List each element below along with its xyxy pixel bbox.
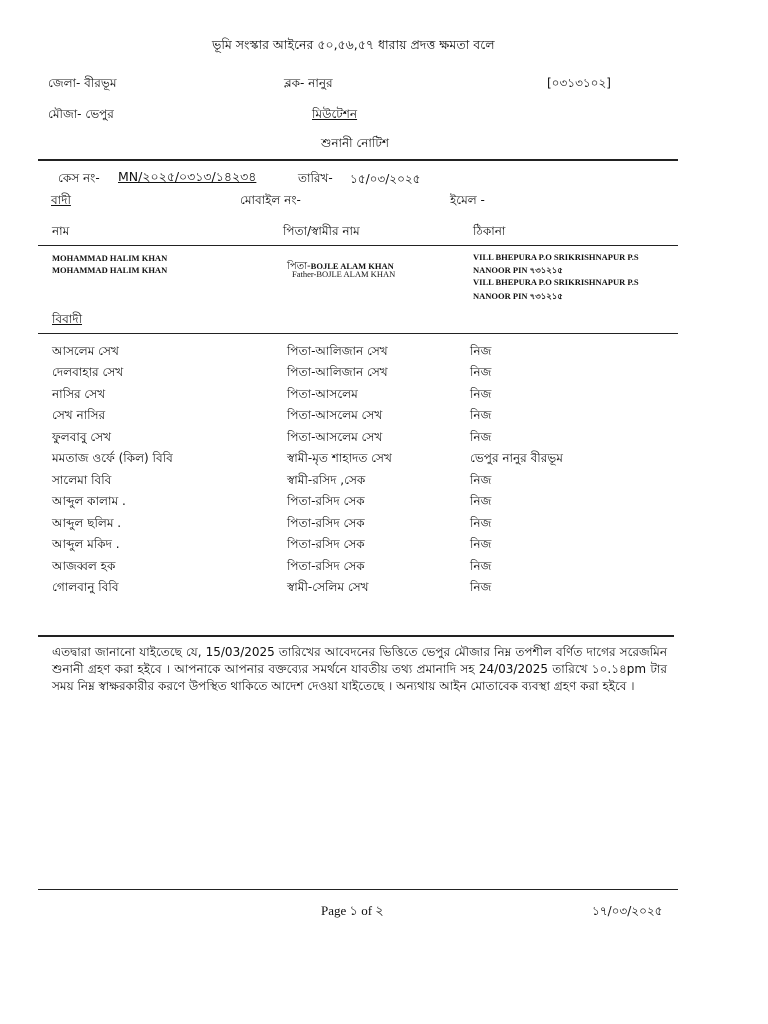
respondent-father: পিতা-রসিদ সেক (287, 494, 365, 508)
respondent-father: স্বামী-মৃত শাহাদত সেখ (287, 451, 392, 465)
petitioner-name: MOHAMMAD HALIM KHAN (52, 265, 168, 275)
table-row (0, 536, 768, 556)
petitioner-address-line: VILL BHEPURA P.O SRIKRISHNAPUR P.S (473, 252, 639, 262)
table-row (0, 386, 768, 406)
column-header-father: পিতা/স্বামীর নাম (283, 224, 360, 238)
column-header-name: নাম (52, 224, 70, 238)
respondent-father: স্বামী-সেলিম সেখ (287, 580, 369, 594)
table-row (0, 515, 768, 535)
respondent-address: ভেপুর নানুর বীরভূম (470, 451, 563, 465)
table-row (0, 493, 768, 513)
respondent-address: নিজ (470, 387, 492, 401)
case-number-label: কেস নং- (58, 171, 100, 185)
respondent-father: পিতা-রসিদ সেক (287, 537, 365, 551)
respondent-father: পিতা-আলিজান সেখ (287, 365, 388, 379)
petitioner-heading: বাদী (51, 193, 71, 207)
respondent-name: আব্দুল ছলিম . (52, 516, 122, 530)
respondent-name: আজব্বল হক (52, 559, 116, 573)
respondent-father: পিতা-আসলেম সেখ (287, 430, 383, 444)
petitioner-address-line: NANOOR PIN ৭৩১২১৫ (473, 291, 563, 301)
respondent-name: ফুলবাবু সেখ (52, 430, 112, 444)
respondent-address: নিজ (470, 559, 492, 573)
respondent-heading: বিবাদী (52, 312, 83, 326)
respondent-address: নিজ (470, 494, 492, 508)
case-date: ১৫/০৩/২০২৫ (350, 172, 421, 186)
respondent-name: মমতাজ ওর্ফে (কিল) বিবি (52, 451, 173, 465)
notice-body-text: এতদ্বারা জানানো যাইতেছে যে, 15/03/2025 তারিখের আবেদনের ভিত্তিতে ভেপুর মৌজার নিম্ন তপশীল বর্ণিত দাগের সরেজমিন শুনানী গ্রহণ করা হইবে । আপনাকে আপনার বক্তব্যের সমর্থনে যাবতীয় তথ্য প্রমানাদি সহ 24/03/2025 তারিখে ১০.১৪pm টার সময় নিম্ন স্বাক্ষরকারীর করণে উপস্থিত থাকিতে আদেশ দেওয়া যাইতেছে । অন্যথায় আইন মোতাবেক ব্যবস্থা গ্রহণ করা হইবে । (52, 645, 667, 693)
respondent-address: নিজ (470, 408, 492, 422)
respondent-father: পিতা-আসলেম (287, 387, 358, 401)
petitioner-divider (38, 245, 678, 246)
table-row (0, 364, 768, 384)
table-row (0, 429, 768, 449)
mobile-label: মোবাইল নং- (240, 193, 301, 207)
table-row (0, 472, 768, 492)
petitioner-address-line: NANOOR PIN ৭৩১২১৫ (473, 265, 563, 275)
page-number: Page ১ of ২ (321, 903, 384, 918)
father-prefix: পিতা- (287, 261, 311, 272)
respondent-name: আব্দুল কালাম . (52, 494, 126, 508)
column-header-address: ঠিকানা (473, 224, 506, 238)
district-label: জেলা- বীরভূম (48, 76, 117, 90)
respondent-name: নাসির সেখ (52, 387, 106, 401)
case-date-label: তারিখ- (298, 171, 333, 185)
footer-date: ১৭/০৩/২০২৫ (592, 904, 663, 918)
respondent-name: গোলবানু বিবি (52, 580, 119, 594)
respondent-father: পিতা-রসিদ সেক (287, 559, 365, 573)
header-divider (38, 159, 678, 161)
respondent-name: সালেমা বিবি (52, 473, 112, 487)
petitioner-name: MOHAMMAD HALIM KHAN (52, 253, 168, 263)
table-row (0, 579, 768, 599)
respondent-address: নিজ (470, 473, 492, 487)
respondent-name: দেলবাহার সেখ (52, 365, 124, 379)
respondent-address: নিজ (470, 365, 492, 379)
respondent-name: সেখ নাসির (52, 408, 106, 422)
respondent-divider (38, 333, 678, 334)
respondent-address: নিজ (470, 516, 492, 530)
email-label: ইমেল - (450, 193, 485, 207)
respondent-address: নিজ (470, 430, 492, 444)
case-number: MN/২০২৫/০৩১৩/১৪২৩৪ (118, 169, 257, 184)
mutation-heading: মিউটেশন (312, 107, 358, 121)
table-row (0, 450, 768, 470)
respondent-father: স্বামী-রসিদ ,সেক (287, 473, 366, 487)
block-code: [০৩১৩১০২] (547, 76, 611, 90)
petitioner-father-alt: Father-BOJLE ALAM KHAN (292, 269, 396, 279)
respondent-address: নিজ (470, 537, 492, 551)
mouza-label: মৌজা- ভেপুর (48, 107, 114, 121)
respondent-address: নিজ (470, 344, 492, 358)
table-row (0, 343, 768, 363)
respondent-address: নিজ (470, 580, 492, 594)
respondent-father: পিতা-আসলেম সেখ (287, 408, 383, 422)
respondent-father: পিতা-রসিদ সেক (287, 516, 365, 530)
respondent-father: পিতা-আলিজান সেখ (287, 344, 388, 358)
table-row (0, 407, 768, 427)
document-title: ভূমি সংস্কার আইনের ৫০,৫৬,৫৭ ধারায় প্রদত্ত ক্ষমতা বলে (212, 37, 495, 52)
body-divider (38, 635, 674, 637)
respondent-name: আসলেম সেখ (52, 344, 119, 358)
table-row (0, 558, 768, 578)
father-name: BOJLE ALAM KHAN (310, 261, 394, 271)
respondent-name: আব্দুল মকিদ . (52, 537, 120, 551)
block-label: ব্লক- নানুর (284, 76, 333, 90)
footer-divider (38, 889, 678, 890)
notice-heading: শুনানী নোটিশ (321, 136, 389, 150)
petitioner-address-line: VILL BHEPURA P.O SRIKRISHNAPUR P.S (473, 277, 639, 287)
